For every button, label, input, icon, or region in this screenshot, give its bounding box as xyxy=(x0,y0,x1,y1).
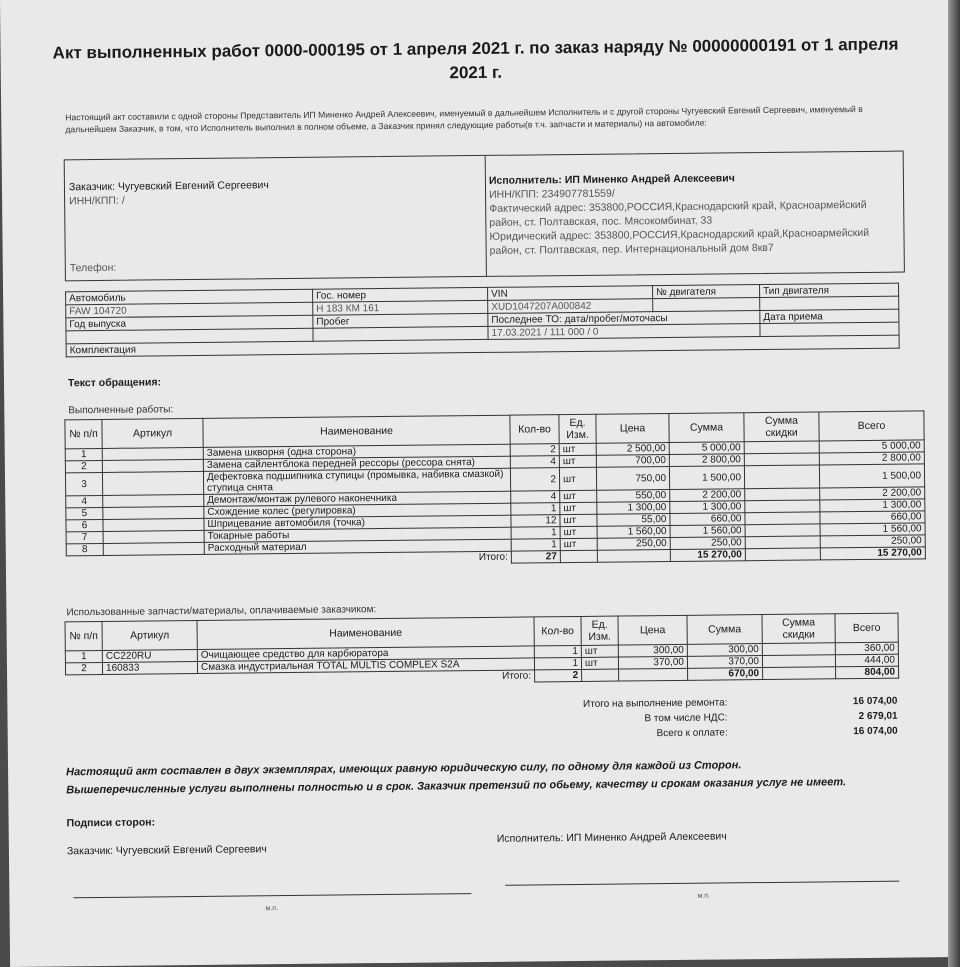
works-col-price: Цена xyxy=(596,414,669,444)
vehicle-header-kit: Комплектация xyxy=(66,335,899,357)
contractor-inn: ИНН/КПП: 234907781559/ xyxy=(489,187,615,201)
parts-cell-sum: 300,00 xyxy=(687,644,762,657)
works-cell-qty: 2 xyxy=(510,444,559,457)
works-cell-sum: 2 800,00 xyxy=(669,454,744,467)
works-cell-article xyxy=(103,494,204,507)
repair-total-value: 16 074,00 xyxy=(852,695,898,708)
works-cell-unit: шт xyxy=(560,538,597,550)
parts-cell-unit: шт xyxy=(581,657,618,669)
works-cell-article xyxy=(103,542,204,555)
parts-cell-unit: шт xyxy=(581,645,618,657)
parties-block xyxy=(64,151,905,282)
parts-col-qty: Кол-во xyxy=(534,616,581,645)
parts-col-price: Цена xyxy=(618,615,687,645)
works-cell-sum: 250,00 xyxy=(670,537,745,550)
vehicle-auto: FAW 104720 xyxy=(66,302,313,318)
works-cell-total: 2 200,00 xyxy=(820,487,925,500)
parts-cell-discount xyxy=(762,655,835,668)
contractor-signature-line xyxy=(505,881,899,886)
intro-paragraph: Настоящий акт составили с одной стороны Представитель ИП Миненко Андрей Алексеевич, именуемый в дальнейшем Исполнитель и с другой стороны Чугуевский Евгений Сергеевич, именуемый в дальнейшем Заказчик, в том, что Исполнитель выполнил в полном объеме, а Заказчик принял следующие работы(в т.ч. запчасти и материалы) на автомобиле: xyxy=(65,103,863,135)
vehicle-header-vin: VIN xyxy=(488,286,653,301)
works-cell-num: 7 xyxy=(66,531,103,543)
contractor-stamp-label: м.п. xyxy=(697,892,710,900)
parts-col-name: Наименование xyxy=(197,617,534,650)
parts-cell-qty: 1 xyxy=(534,645,581,657)
works-cell-price: 1 560,00 xyxy=(597,526,670,539)
vehicle-header-year: Год выпуска xyxy=(66,315,313,331)
vehicle-header-mileage: Пробег xyxy=(313,313,488,328)
customer-inn: ИНН/КПП: / xyxy=(69,194,125,208)
works-cell-price: 750,00 xyxy=(596,467,669,491)
parts-total-sum: 670,00 xyxy=(688,668,763,681)
works-col-discount: Сумма скидки xyxy=(744,412,819,442)
works-cell-discount xyxy=(745,512,820,525)
works-cell-discount xyxy=(745,536,820,549)
works-total-qty: 27 xyxy=(511,551,560,564)
parts-col-discount: Сумма скидки xyxy=(762,614,835,644)
works-total-all: 15 270,00 xyxy=(820,547,925,560)
works-col-name: Наименование xyxy=(203,415,510,447)
parts-cell-sum: 370,00 xyxy=(687,656,762,669)
parts-cell-article: 160833 xyxy=(102,661,197,674)
vehicle-header-engine-type: Тип двигателя xyxy=(760,283,899,297)
works-cell-name: Схождение колес (регулировка) xyxy=(204,503,511,518)
works-cell-sum: 1 560,00 xyxy=(670,525,745,538)
customer-signature-label: Заказчик: Чугуевский Евгений Сергеевич xyxy=(66,843,267,858)
works-section-label: Выполненные работы: xyxy=(68,404,174,417)
contractor-info xyxy=(489,170,900,258)
vehicle-header-gos: Гос. номер xyxy=(313,287,488,302)
works-table xyxy=(64,410,926,568)
vehicle-header-last-to: Последнее ТО: дата/пробег/моточасы xyxy=(488,311,760,327)
works-cell-total: 2 800,00 xyxy=(819,452,924,465)
vehicle-gos: Н 183 КМ 161 xyxy=(313,300,488,315)
customer-signature-line xyxy=(73,893,471,898)
works-col-unit: Ед. Изм. xyxy=(559,414,596,443)
parts-cell-price: 370,00 xyxy=(618,656,687,669)
works-cell-sum: 5 000,00 xyxy=(669,442,744,455)
parts-cell-discount xyxy=(762,643,835,656)
parts-col-sum: Сумма xyxy=(687,615,762,645)
works-cell-discount xyxy=(745,524,820,537)
works-cell-price: 2 500,00 xyxy=(596,443,669,456)
vehicle-table xyxy=(65,283,900,358)
parts-col-total: Всего xyxy=(835,613,898,643)
works-cell-qty: 4 xyxy=(510,456,559,469)
contractor-legal-address: Юридический адрес: 353800,РОССИЯ,Краснодарский край,Красноармейский район, ст. Полтавская, пер. Интернациональный дом 8кв7 xyxy=(489,226,870,257)
pay-total-label: Всего к оплате: xyxy=(656,727,728,740)
works-cell-price: 250,00 xyxy=(597,538,670,551)
customer-info xyxy=(69,178,269,208)
parts-cell-name: Очищающее средство для карбюратора xyxy=(197,646,534,662)
works-cell-name: Токарные работы xyxy=(204,527,511,542)
works-cell-unit: шт xyxy=(560,490,597,502)
works-cell-discount xyxy=(744,441,819,454)
vehicle-header-auto: Автомобиль xyxy=(66,289,313,305)
works-cell-qty: 4 xyxy=(511,491,560,504)
vat-value: 2 679,01 xyxy=(858,710,898,723)
closing-line-2: Вышеперечисленные услуги выполнены полностью и в срок. Заказчик претензий по обьему, качеству и срокам оказания услуг не имеет. xyxy=(66,776,847,797)
contractor-name: Исполнитель: ИП Миненко Андрей Алексеевич xyxy=(488,172,735,187)
works-cell-num: 1 xyxy=(65,448,102,460)
vat-label: В том числе НДС: xyxy=(644,712,728,725)
works-cell-total: 1 500,00 xyxy=(819,464,924,488)
works-cell-unit: шт xyxy=(560,502,597,514)
closing-statement xyxy=(66,755,906,800)
works-cell-name: Шприцевание автомобиля (точка) xyxy=(204,515,511,530)
grand-totals xyxy=(527,694,897,743)
parts-cell-total: 360,00 xyxy=(835,642,898,655)
parts-cell-article: CC220RU xyxy=(102,649,197,662)
works-cell-price: 55,00 xyxy=(597,514,670,527)
parts-total-label: Итого: xyxy=(502,670,532,683)
works-cell-num: 5 xyxy=(66,507,103,519)
vehicle-header-date: Дата приема xyxy=(760,309,899,323)
signatures-heading: Подписи сторон: xyxy=(66,816,156,830)
works-cell-unit: шт xyxy=(559,467,596,490)
works-cell-article xyxy=(102,471,203,495)
parts-total-qty: 2 xyxy=(535,669,582,681)
works-cell-name: Дефектовка подшипника ступицы (промывка, набивка смазкой) ступица снята xyxy=(203,468,510,494)
works-cell-article xyxy=(103,518,204,531)
parts-cell-qty: 1 xyxy=(534,657,581,669)
customer-stamp-label: м.п. xyxy=(265,905,279,913)
works-cell-sum: 660,00 xyxy=(670,513,745,526)
works-cell-price: 1 300,00 xyxy=(597,502,670,515)
works-cell-total: 1 560,00 xyxy=(820,523,925,536)
works-cell-num: 3 xyxy=(65,472,102,495)
works-total-label: Итого: xyxy=(478,551,508,564)
contractor-signature-label: Исполнитель: ИП Миненко Андрей Алексеевич xyxy=(496,830,727,845)
works-cell-total: 1 300,00 xyxy=(820,499,925,512)
closing-line-1: Настоящий акт составлен в двух экземплярах, имеющих равную юридическую силу, по одному для каждой из Сторон. xyxy=(66,759,742,779)
works-cell-name: Расходный материал xyxy=(204,539,511,554)
parts-table xyxy=(65,613,900,688)
parts-cell-num: 1 xyxy=(65,650,102,662)
works-cell-num: 4 xyxy=(66,495,103,507)
works-cell-total: 660,00 xyxy=(820,511,925,524)
parts-total-all: 804,00 xyxy=(836,666,899,679)
works-cell-total: 250,00 xyxy=(820,535,925,548)
works-cell-article xyxy=(103,530,204,543)
works-cell-num: 8 xyxy=(66,543,103,555)
works-cell-sum: 2 200,00 xyxy=(670,489,745,502)
works-cell-discount xyxy=(745,500,820,513)
works-cell-num: 2 xyxy=(65,460,102,472)
appeal-label: Текст обращения: xyxy=(67,376,162,390)
parts-section-label: Использованные запчасти/материалы, оплачиваемые заказчиком: xyxy=(66,604,377,619)
works-cell-qty: 2 xyxy=(510,468,559,492)
works-cell-unit: шт xyxy=(559,455,596,467)
works-cell-price: 550,00 xyxy=(597,490,670,503)
works-cell-article xyxy=(102,447,203,460)
works-cell-name: Замена сайлентблока передней рессоры (рессора снята) xyxy=(203,456,510,471)
works-cell-sum: 1 300,00 xyxy=(670,501,745,514)
works-cell-qty: 12 xyxy=(511,515,560,528)
vehicle-header-engine-no: № двигателя xyxy=(653,285,760,299)
works-cell-unit: шт xyxy=(560,526,597,538)
works-cell-discount xyxy=(744,465,819,489)
works-cell-name: Демонтаж/монтаж рулевого наконечника xyxy=(204,491,511,506)
vehicle-last-to: 17.03.2021 / 111 000 / 0 xyxy=(488,324,760,340)
pay-total-value: 16 074,00 xyxy=(853,725,898,738)
works-cell-unit: шт xyxy=(559,443,596,455)
customer-phone: Телефон: xyxy=(69,261,117,275)
works-cell-qty: 1 xyxy=(511,539,560,552)
works-cell-discount xyxy=(744,453,819,466)
works-total-sum: 15 270,00 xyxy=(670,549,745,562)
works-cell-name: Замена шкворня (одна сторона) xyxy=(203,444,510,459)
contractor-fact-address: Фактический адрес: 353800,РОССИЯ,Краснодарский край, Красноармейский район, ст. Полтавская, пос. Мясокомбинат, 33 xyxy=(489,198,867,229)
works-cell-article xyxy=(103,506,204,519)
parts-col-num: № п/п xyxy=(65,621,102,650)
works-cell-unit: шт xyxy=(560,514,597,526)
works-col-total: Всего xyxy=(819,411,924,441)
works-col-article: Артикул xyxy=(102,418,203,448)
works-cell-article xyxy=(102,459,203,472)
customer-name: Заказчик: Чугуевский Евгений Сергеевич xyxy=(68,179,269,194)
works-col-sum: Сумма xyxy=(669,413,744,443)
parts-cell-num: 2 xyxy=(65,662,102,674)
repair-total-label: Итого на выполнение ремонта: xyxy=(582,697,728,710)
works-cell-qty: 1 xyxy=(511,503,560,516)
works-cell-qty: 1 xyxy=(511,527,560,540)
works-cell-total: 5 000,00 xyxy=(819,440,924,453)
parts-col-article: Артикул xyxy=(102,620,197,650)
parts-cell-name: Смазка индустриальная TOTAL MULTIS COMPLEX S2A xyxy=(197,658,534,674)
works-cell-sum: 1 500,00 xyxy=(669,466,744,490)
works-cell-price: 700,00 xyxy=(596,455,669,468)
works-cell-num: 6 xyxy=(66,519,103,531)
works-cell-discount xyxy=(745,488,820,501)
parts-col-unit: Ед. Изм. xyxy=(581,616,618,645)
vehicle-vin: XUD1047207A000842 xyxy=(488,299,653,314)
works-col-qty: Кол-во xyxy=(510,415,559,445)
works-col-num: № п/п xyxy=(65,419,102,448)
page-edge-shadow xyxy=(948,0,960,967)
parts-cell-total: 444,00 xyxy=(835,654,898,667)
document-title: Акт выполненных работ 0000-000195 от 1 апреля 2021 г. по заказ наряду № 00000000191 от 1 апреля 2021 г. xyxy=(52,34,899,83)
parts-cell-price: 300,00 xyxy=(618,644,687,657)
